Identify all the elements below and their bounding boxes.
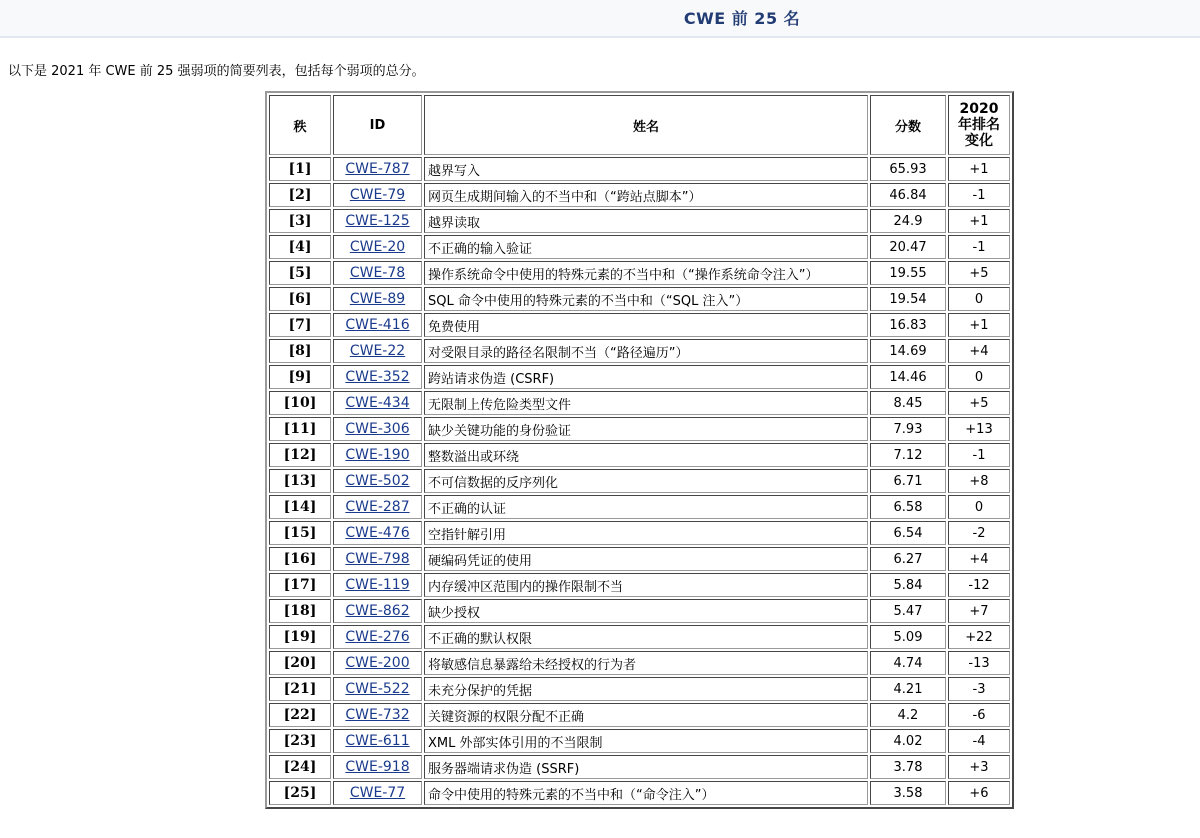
score-cell: 5.84 xyxy=(870,573,946,597)
score-cell: 4.21 xyxy=(870,677,946,701)
rank-cell: [15] xyxy=(269,521,331,545)
table-row xyxy=(269,391,1010,415)
score-cell: 7.12 xyxy=(870,443,946,467)
column-header-rank-change-line2: 年排名 xyxy=(958,117,1000,133)
score-cell: 5.09 xyxy=(870,625,946,649)
table-row xyxy=(269,625,1010,649)
name-cell: 不可信数据的反序列化 xyxy=(424,469,868,493)
rank-change-cell: -1 xyxy=(948,183,1010,207)
table-row xyxy=(269,599,1010,623)
score-cell: 14.69 xyxy=(870,339,946,363)
name-cell: 服务器端请求伪造 (SSRF) xyxy=(424,755,868,779)
id-cell xyxy=(333,157,422,181)
rank-cell: [4] xyxy=(269,235,331,259)
cwe-id-link[interactable]: CWE-89 xyxy=(349,291,406,307)
cwe-id-link[interactable]: CWE-119 xyxy=(345,577,410,593)
rank-cell: [22] xyxy=(269,703,331,727)
id-cell xyxy=(333,755,422,779)
cwe-id-link[interactable]: CWE-22 xyxy=(349,343,406,359)
rank-change-cell: -1 xyxy=(948,235,1010,259)
cwe-id-link[interactable]: CWE-125 xyxy=(345,213,410,229)
table-row xyxy=(269,495,1010,519)
name-cell: 缺少关键功能的身份验证 xyxy=(424,417,868,441)
table-row xyxy=(269,235,1010,259)
cwe-id-link[interactable]: CWE-862 xyxy=(345,603,410,619)
name-cell: 不正确的输入验证 xyxy=(424,235,868,259)
table-row xyxy=(269,313,1010,337)
cwe-id-link[interactable]: CWE-798 xyxy=(345,551,410,567)
rank-change-cell: +7 xyxy=(948,599,1010,623)
id-cell xyxy=(333,443,422,467)
cwe-id-link[interactable]: CWE-502 xyxy=(345,473,410,489)
id-cell xyxy=(333,651,422,675)
rank-change-cell: -4 xyxy=(948,729,1010,753)
cwe-id-link[interactable]: CWE-522 xyxy=(345,681,410,697)
rank-cell: [13] xyxy=(269,469,331,493)
table-row xyxy=(269,339,1010,363)
id-cell xyxy=(333,703,422,727)
rank-change-cell: +5 xyxy=(948,261,1010,285)
name-cell: 不正确的默认权限 xyxy=(424,625,868,649)
rank-cell: [17] xyxy=(269,573,331,597)
table-row xyxy=(269,651,1010,675)
cwe-id-link[interactable]: CWE-732 xyxy=(345,707,410,723)
rank-cell: [16] xyxy=(269,547,331,571)
score-cell: 65.93 xyxy=(870,157,946,181)
cwe-id-link[interactable]: CWE-434 xyxy=(345,395,410,411)
table-row xyxy=(269,157,1010,181)
rank-cell: [8] xyxy=(269,339,331,363)
cwe-id-link[interactable]: CWE-787 xyxy=(345,161,410,177)
rank-change-cell: -13 xyxy=(948,651,1010,675)
column-header-score: 分数 xyxy=(870,95,946,155)
cwe-id-link[interactable]: CWE-200 xyxy=(345,655,410,671)
rank-change-cell: -12 xyxy=(948,573,1010,597)
name-cell: 越界读取 xyxy=(424,209,868,233)
name-cell: 命令中使用的特殊元素的不当中和（“命令注入”） xyxy=(424,781,868,805)
rank-cell: [6] xyxy=(269,287,331,311)
table-header-row xyxy=(269,95,1010,155)
table-row xyxy=(269,573,1010,597)
table-row xyxy=(269,729,1010,753)
rank-change-cell: +4 xyxy=(948,339,1010,363)
score-cell: 46.84 xyxy=(870,183,946,207)
id-cell xyxy=(333,261,422,285)
score-cell: 5.47 xyxy=(870,599,946,623)
table-body xyxy=(269,157,1010,805)
name-cell: XML 外部实体引用的不当限制 xyxy=(424,729,868,753)
rank-cell: [23] xyxy=(269,729,331,753)
rank-cell: [10] xyxy=(269,391,331,415)
rank-change-cell: +5 xyxy=(948,391,1010,415)
rank-cell: [1] xyxy=(269,157,331,181)
rank-cell: [3] xyxy=(269,209,331,233)
rank-cell: [20] xyxy=(269,651,331,675)
score-cell: 3.78 xyxy=(870,755,946,779)
id-cell xyxy=(333,417,422,441)
rank-change-cell: +1 xyxy=(948,313,1010,337)
rank-change-cell: -2 xyxy=(948,521,1010,545)
name-cell: 跨站请求伪造 (CSRF) xyxy=(424,365,868,389)
table-row xyxy=(269,365,1010,389)
score-cell: 14.46 xyxy=(870,365,946,389)
rank-change-cell: -1 xyxy=(948,443,1010,467)
table-row xyxy=(269,547,1010,571)
cwe-id-link[interactable]: CWE-306 xyxy=(345,421,410,437)
score-cell: 6.58 xyxy=(870,495,946,519)
rank-cell: [21] xyxy=(269,677,331,701)
rank-change-cell: +4 xyxy=(948,547,1010,571)
table-row xyxy=(269,781,1010,805)
name-cell: 越界写入 xyxy=(424,157,868,181)
table-row xyxy=(269,261,1010,285)
rank-change-cell: +22 xyxy=(948,625,1010,649)
column-header-id: ID xyxy=(333,95,422,155)
table-row xyxy=(269,209,1010,233)
id-cell xyxy=(333,547,422,571)
table-row xyxy=(269,755,1010,779)
id-cell xyxy=(333,313,422,337)
name-cell: 网页生成期间输入的不当中和（“跨站点脚本”） xyxy=(424,183,868,207)
score-cell: 4.74 xyxy=(870,651,946,675)
name-cell: 硬编码凭证的使用 xyxy=(424,547,868,571)
score-cell: 16.83 xyxy=(870,313,946,337)
rank-change-cell: +8 xyxy=(948,469,1010,493)
id-cell xyxy=(333,183,422,207)
id-cell xyxy=(333,625,422,649)
rank-change-cell: 0 xyxy=(948,365,1010,389)
rank-change-cell: +13 xyxy=(948,417,1010,441)
name-cell: 整数溢出或环绕 xyxy=(424,443,868,467)
rank-cell: [2] xyxy=(269,183,331,207)
score-cell: 19.54 xyxy=(870,287,946,311)
rank-cell: [11] xyxy=(269,417,331,441)
name-cell: 将敏感信息暴露给未经授权的行为者 xyxy=(424,651,868,675)
rank-change-cell: +1 xyxy=(948,157,1010,181)
name-cell: 缺少授权 xyxy=(424,599,868,623)
rank-change-cell: 0 xyxy=(948,287,1010,311)
score-cell: 7.93 xyxy=(870,417,946,441)
rank-cell: [19] xyxy=(269,625,331,649)
cwe-top25-table xyxy=(265,91,1014,809)
cwe-id-link[interactable]: CWE-20 xyxy=(349,239,406,255)
page-title: CWE 前 25 名 xyxy=(683,9,801,28)
rank-cell: [25] xyxy=(269,781,331,805)
intro-text: 以下是 2021 年 CWE 前 25 强弱项的简要列表，包括每个弱项的总分。 xyxy=(8,64,425,79)
name-cell: 对受限目录的路径名限制不当（“路径遍历”） xyxy=(424,339,868,363)
column-header-rank-change-line1: 2020 xyxy=(959,101,999,117)
table-row xyxy=(269,287,1010,311)
id-cell xyxy=(333,209,422,233)
column-header-rank-change-line3: 变化 xyxy=(965,133,993,149)
id-cell xyxy=(333,339,422,363)
table-row xyxy=(269,521,1010,545)
column-header-rank-change xyxy=(948,95,1010,155)
cwe-id-link[interactable]: CWE-190 xyxy=(345,447,410,463)
id-cell xyxy=(333,287,422,311)
id-cell xyxy=(333,573,422,597)
cwe-id-link[interactable]: CWE-611 xyxy=(345,733,410,749)
name-cell: 未充分保护的凭据 xyxy=(424,677,868,701)
score-cell: 3.58 xyxy=(870,781,946,805)
rank-cell: [24] xyxy=(269,755,331,779)
name-cell: 操作系统命令中使用的特殊元素的不当中和（“操作系统命令注入”） xyxy=(424,261,868,285)
score-cell: 6.71 xyxy=(870,469,946,493)
rank-change-cell: -6 xyxy=(948,703,1010,727)
id-cell xyxy=(333,729,422,753)
rank-change-cell: +6 xyxy=(948,781,1010,805)
rank-change-cell: -3 xyxy=(948,677,1010,701)
cwe-id-link[interactable]: CWE-476 xyxy=(345,525,410,541)
id-cell xyxy=(333,365,422,389)
id-cell xyxy=(333,521,422,545)
name-cell: 内存缓冲区范围内的操作限制不当 xyxy=(424,573,868,597)
column-header-name: 姓名 xyxy=(424,95,868,155)
table-row xyxy=(269,183,1010,207)
id-cell xyxy=(333,235,422,259)
table-row xyxy=(269,417,1010,441)
cwe-id-link[interactable]: CWE-918 xyxy=(345,759,410,775)
rank-change-cell: +1 xyxy=(948,209,1010,233)
name-cell: 关键资源的权限分配不正确 xyxy=(424,703,868,727)
table-row xyxy=(269,677,1010,701)
cwe-id-link[interactable]: CWE-287 xyxy=(345,499,410,515)
cwe-id-link[interactable]: CWE-78 xyxy=(349,265,406,281)
score-cell: 19.55 xyxy=(870,261,946,285)
id-cell xyxy=(333,495,422,519)
rank-cell: [14] xyxy=(269,495,331,519)
cwe-id-link[interactable]: CWE-79 xyxy=(349,187,406,203)
rank-change-cell: 0 xyxy=(948,495,1010,519)
table-row xyxy=(269,443,1010,467)
cwe-id-link[interactable]: CWE-352 xyxy=(345,369,410,385)
column-header-rank: 秩 xyxy=(269,95,331,155)
rank-cell: [12] xyxy=(269,443,331,467)
cwe-id-link[interactable]: CWE-77 xyxy=(349,785,406,801)
score-cell: 20.47 xyxy=(870,235,946,259)
rank-cell: [7] xyxy=(269,313,331,337)
score-cell: 24.9 xyxy=(870,209,946,233)
id-cell xyxy=(333,677,422,701)
cwe-id-link[interactable]: CWE-276 xyxy=(345,629,410,645)
score-cell: 4.02 xyxy=(870,729,946,753)
id-cell xyxy=(333,781,422,805)
rank-cell: [18] xyxy=(269,599,331,623)
score-cell: 6.27 xyxy=(870,547,946,571)
name-cell: 不正确的认证 xyxy=(424,495,868,519)
rank-change-cell: +3 xyxy=(948,755,1010,779)
cwe-id-link[interactable]: CWE-416 xyxy=(345,317,410,333)
id-cell xyxy=(333,599,422,623)
name-cell: 无限制上传危险类型文件 xyxy=(424,391,868,415)
score-cell: 4.2 xyxy=(870,703,946,727)
table-row xyxy=(269,469,1010,493)
table-row xyxy=(269,703,1010,727)
name-cell: SQL 命令中使用的特殊元素的不当中和（“SQL 注入”） xyxy=(424,287,868,311)
rank-cell: [9] xyxy=(269,365,331,389)
id-cell xyxy=(333,391,422,415)
score-cell: 6.54 xyxy=(870,521,946,545)
name-cell: 免费使用 xyxy=(424,313,868,337)
name-cell: 空指针解引用 xyxy=(424,521,868,545)
score-cell: 8.45 xyxy=(870,391,946,415)
id-cell xyxy=(333,469,422,493)
rank-cell: [5] xyxy=(269,261,331,285)
